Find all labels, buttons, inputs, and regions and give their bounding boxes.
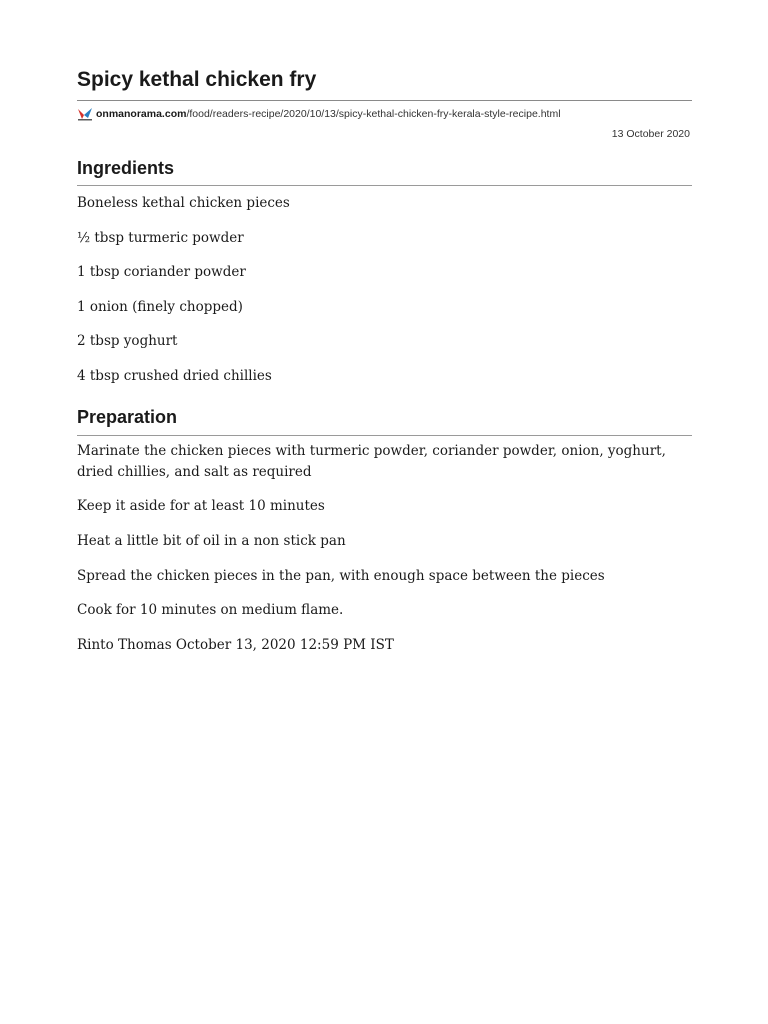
publish-date: 13 October 2020	[611, 128, 690, 140]
ingredient-item: Boneless kethal chicken pieces	[77, 195, 290, 211]
onmanorama-logo-icon	[77, 107, 93, 121]
ingredients-heading: Ingredients	[77, 158, 175, 178]
preparation-step: Keep it aside for at least 10 minutes	[77, 498, 325, 514]
ingredient-item: 4 tbsp crushed dried chillies	[77, 368, 272, 384]
preparation-step: Heat a little bit of oil in a non stick pan	[77, 533, 346, 549]
preparation-step: Cook for 10 minutes on medium flame.	[77, 602, 344, 618]
source-path[interactable]: /food/readers-recipe/2020/10/13/spicy-kethal-chicken-fry-kerala-style-recipe.html	[186, 108, 561, 120]
preparation-heading: Preparation	[77, 407, 178, 427]
ingredient-item: 2 tbsp yoghurt	[77, 333, 178, 349]
ingredient-item: 1 tbsp coriander powder	[77, 264, 246, 280]
preparation-divider	[77, 435, 692, 436]
byline: Rinto Thomas October 13, 2020 12:59 PM IST	[77, 637, 394, 653]
ingredient-item: 1 onion (finely chopped)	[77, 299, 243, 315]
title-divider	[77, 100, 692, 101]
ingredients-divider	[77, 185, 692, 186]
page-title: Spicy kethal chicken fry	[77, 68, 317, 91]
source-link[interactable]	[77, 106, 561, 122]
ingredient-item: ½ tbsp turmeric powder	[77, 230, 244, 246]
preparation-step: Marinate the chicken pieces with turmeric powder, coriander powder, onion, yoghurt, dried chillies, and salt as required	[77, 443, 666, 480]
source-domain[interactable]: onmanorama.com	[96, 108, 187, 120]
preparation-step: Spread the chicken pieces in the pan, with enough space between the pieces	[77, 568, 605, 584]
